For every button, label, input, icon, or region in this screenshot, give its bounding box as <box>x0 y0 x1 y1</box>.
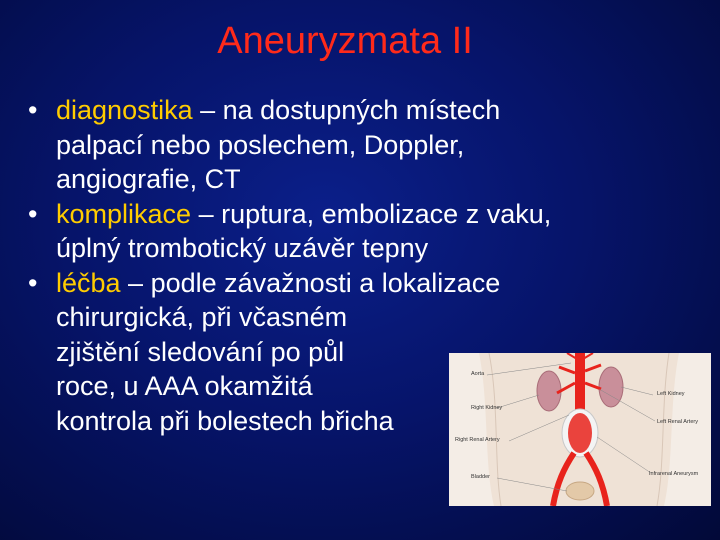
aneurysm-anatomy-figure <box>449 353 711 506</box>
right-kidney-shape <box>537 371 561 411</box>
bullet-keyword: léčba <box>56 267 121 298</box>
anatomy-illustration <box>449 353 711 506</box>
bullet-line: chirurgická, při včasném <box>56 302 348 332</box>
aneurysm-lumen <box>568 413 592 453</box>
label-left-kidney: Left Kidney <box>657 391 685 397</box>
aorta-vessel <box>575 353 585 413</box>
bullet-dot: • <box>28 198 38 229</box>
bladder-shape <box>566 482 594 500</box>
label-bladder: Bladder <box>471 474 490 480</box>
bullet-line: roce, u AAA okamžitá <box>56 371 313 401</box>
bullet-line: zjištění sledování po půl <box>56 336 345 367</box>
slide-title: Aneuryzmata II <box>217 20 473 62</box>
label-left-renal-artery: Left Renal Artery <box>657 419 698 425</box>
bullet-dot: • <box>28 95 38 125</box>
bullet-line: palpací nebo poslechem, Doppler, <box>56 129 465 160</box>
label-infrarenal-aneurysm: Infrarenal Aneurysm <box>649 471 699 477</box>
bullet-dot: • <box>28 267 38 298</box>
label-right-kidney: Right Kidney <box>471 405 503 411</box>
bullet-line: angiografie, CT <box>56 164 241 194</box>
bullet-keyword: komplikace <box>56 198 192 229</box>
left-kidney-shape <box>599 367 623 407</box>
bullet-komplikace <box>28 197 688 266</box>
bullet-diagnostika <box>28 93 688 197</box>
label-right-renal-artery: Right Renal Artery <box>455 437 500 443</box>
bullet-text: – podle závažnosti a lokalizace <box>120 267 501 298</box>
label-aorta: Aorta <box>471 371 485 377</box>
bullet-text: – na dostupných místech <box>192 95 501 125</box>
bullet-keyword: diagnostika <box>56 95 193 125</box>
bullet-line: úplný trombotický uzávěr tepny <box>56 233 429 263</box>
bullet-text: – ruptura, embolizace z vaku, <box>191 198 552 229</box>
bullet-line: kontrola při bolestech břicha <box>56 405 394 436</box>
